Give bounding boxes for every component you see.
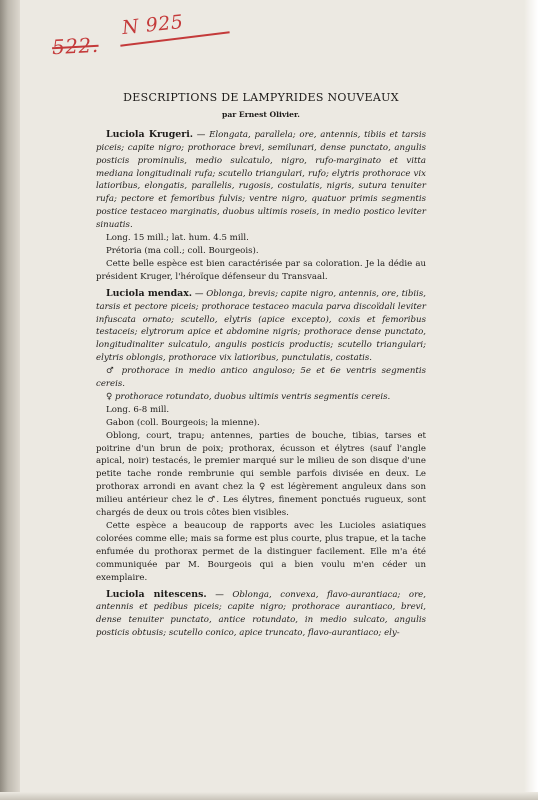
latin-description: — Oblonga, brevis; capite nigro, antennis, ore, tibiis, tarsis et pectore piceis; prothorace testaceo macula parva discoïdali leviter infuscata ornato; scutello, elytris (apice excepto), coxis et femoribus testaceis; elytrorum apice et abdomine nigris; prothorace dense punctato, longitudinaliter sulcatulo, angulis posticis productis; scutello triangulari; elytris oblongis, prothorace vix latioribus, punctulatis, costatis.: [96, 288, 426, 364]
male-characters: ♂ prothorace in medio antico anguloso; 5e et 6e ventris segmentis cereis.: [96, 366, 426, 390]
french-description: Oblong, court, trapu; antennes, parties de bouche, tibias, tarses et poitrine d'un brun de poix; prothorax, écusson et élytres (sauf l'angle apical, noir) testacés, le premier marqué sur le milieu de son disque d'une petite tache ronde rembrunie qui semble parfois divisée en deux. Le prothorax arrondi en avant chez la ♀ est légèrement anguleux dans son milieu antérieur chez le ♂. Les élytres, finement ponctués rugueux, sont chargés de deux ou trois côtes bien visibles.: [96, 430, 426, 519]
female-characters: ♀ prothorace rotundato, duobus ultimis ventris segmentis cereis.: [106, 391, 391, 402]
locality: Gabon (coll. Bourgeois; la mienne).: [106, 417, 260, 428]
locality: Prétoria (ma coll.; coll. Bourgeois).: [106, 245, 259, 256]
size-measurement: Long. 6-8 mill.: [106, 404, 170, 415]
article-body: [96, 92, 426, 640]
size-measurement: Long. 15 mill.; lat. hum. 4.5 mill.: [106, 233, 249, 244]
handwritten-new-number: N 925: [121, 10, 185, 40]
handwritten-old-number: 522.: [51, 32, 100, 60]
author-line: par Ernest Olivier.: [222, 109, 300, 119]
species-entry-mendax: [96, 288, 426, 365]
page-edge-bottom: [0, 792, 538, 800]
page-title: DESCRIPTIONS DE LAMPYRIDES NOUVEAUX: [123, 91, 399, 104]
remarks-paragraph: Cette belle espèce est bien caractérisée par sa coloration. Je la dédie au président Kruger, l'héroïque défenseur du Transvaal.: [96, 258, 426, 282]
page-shadow-left: [0, 0, 20, 800]
species-entry-nitescens: [96, 589, 426, 641]
latin-description: — Elongata, parallela; ore, antennis, tibiis et tarsis piceis; capite nigro; prothorace brevi, semilunari, dense punctato, angulis posticis prominulis, medio sulcatulo, nigro, rufo-marginato et vitta mediana longitudinali rufa; scutello triangulari, rufo; elytris prothorace vix latioribus, elongatis, parallelis, rugosis, costulatis, nigris, sutura tenuiter rufa; pectore et femoribus fulvis; ventre nigro, quatuor primis segmentis postice testaceo marginatis, duobus ultimis roseis, in medio postico leviter sinuatis.: [96, 129, 426, 231]
species-entry-krugeri: [96, 129, 426, 232]
species-name: Luciola nitescens.: [106, 588, 207, 600]
page-edge-right: [524, 0, 538, 800]
remarks-paragraph: Cette espèce a beaucoup de rapports avec les Lucioles asiatiques colorées comme elle; mais sa forme est plus courte, plus trapue, et la tache enfumée du prothorax permet de la distinguer facilement. Elle m'a été communiquée par M. Bourgeois qui a bien voulu m'en céder un exemplaire.: [96, 521, 426, 583]
species-name: Luciola mendax.: [106, 287, 193, 299]
latin-description: — Oblonga, convexa, flavo-aurantiaca; ore, antennis et pedibus piceis; capite nigro; prothorace aurantiaco, brevi, dense tenuiter punctato, antice rotundato, in medio sulcato, angulis posticis obtusis; scutello conico, apice truncato, flavo-aurantiaco; ely-: [96, 589, 427, 639]
species-name: Luciola Krugeri.: [106, 128, 194, 140]
